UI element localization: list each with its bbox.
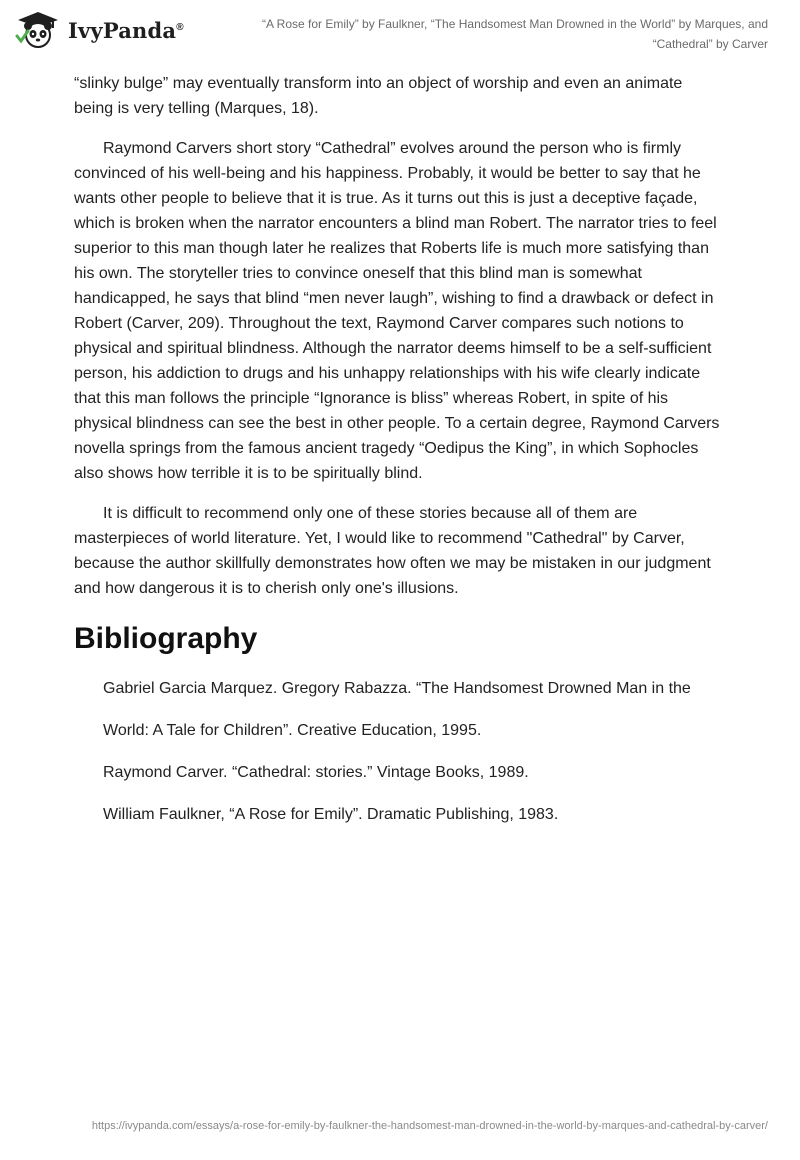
body-paragraph: “slinky bulge” may eventually transform into an object of worship and even an animate being is very telling (Marques, 18).	[74, 75, 683, 117]
panda-logo-icon	[14, 10, 62, 50]
body-paragraph: It is difficult to recommend only one of these stories because all of them are masterpieces of world literature. Yet, I would like to recommend "Cathedral" by Carver, because the author skillfully demonstrates how often we may be mistaken in our judgment and how dangerous it is to cherish only one's illusions.	[74, 505, 711, 597]
source-url[interactable]: https://ivypanda.com/essays/a-rose-for-emily-by-faulkner-the-handsomest-man-drowned-in-the-world-by-marques-and-cathedral-by-carver/	[91, 1120, 768, 1132]
body-paragraph: Raymond Carvers short story “Cathedral” evolves around the person who is firmly convinced of his well-being and his happiness. Probably, it would be better to say that he wants other people to believe that it is true. As it turns out this is just a deceptive façade, which is broken when the narrator encounters a blind man Robert. The narrator tries to feel superior to this man though later he realizes that Roberts life is much more satisfying than his own. The storyteller tries to convince oneself that this blind man is somewhat handicapped, he says that blind “men never laugh”, wishing to find a drawback or defect in Robert (Carver, 209). Throughout the text, Raymond Carver compares such notions to physical and spiritual blindness. Although the narrator deems himself to be a self-sufficient person, his addiction to drugs and his unhappy relationships with his wife clearly indicate that this man follows the principle “Ignorance is bliss” whereas Robert, in spite of his physical blindness can see the best in other people. To a certain degree, Raymond Carvers novella springs from the famous ancient tragedy “Oedipus the King”, in which Sophocles also shows how terrible it is to be spiritually blind.	[74, 140, 720, 482]
bibliography-heading: Bibliography	[74, 622, 258, 655]
essay-content	[74, 71, 724, 844]
page-header	[0, 0, 800, 62]
document-title	[208, 14, 768, 54]
bibliography-entry: World: A Tale for Children”. Creative Education, 1995.	[103, 722, 482, 739]
bibliography-entry: Gabriel Garcia Marquez. Gregory Rabazza. “The Handsomest Drowned Man in the	[103, 680, 691, 697]
brand-logo[interactable]	[14, 10, 184, 50]
bibliography-entry: Raymond Carver. “Cathedral: stories.” Vintage Books, 1989.	[103, 764, 529, 781]
bibliography-entry: William Faulkner, “A Rose for Emily”. Dramatic Publishing, 1983.	[103, 806, 559, 823]
document-title-line: “Cathedral” by Carver	[652, 37, 768, 51]
document-title-line: “A Rose for Emily” by Faulkner, “The Handsomest Man Drowned in the World” by Marques, and	[262, 17, 768, 31]
brand-name: IvyPanda®	[68, 17, 184, 43]
